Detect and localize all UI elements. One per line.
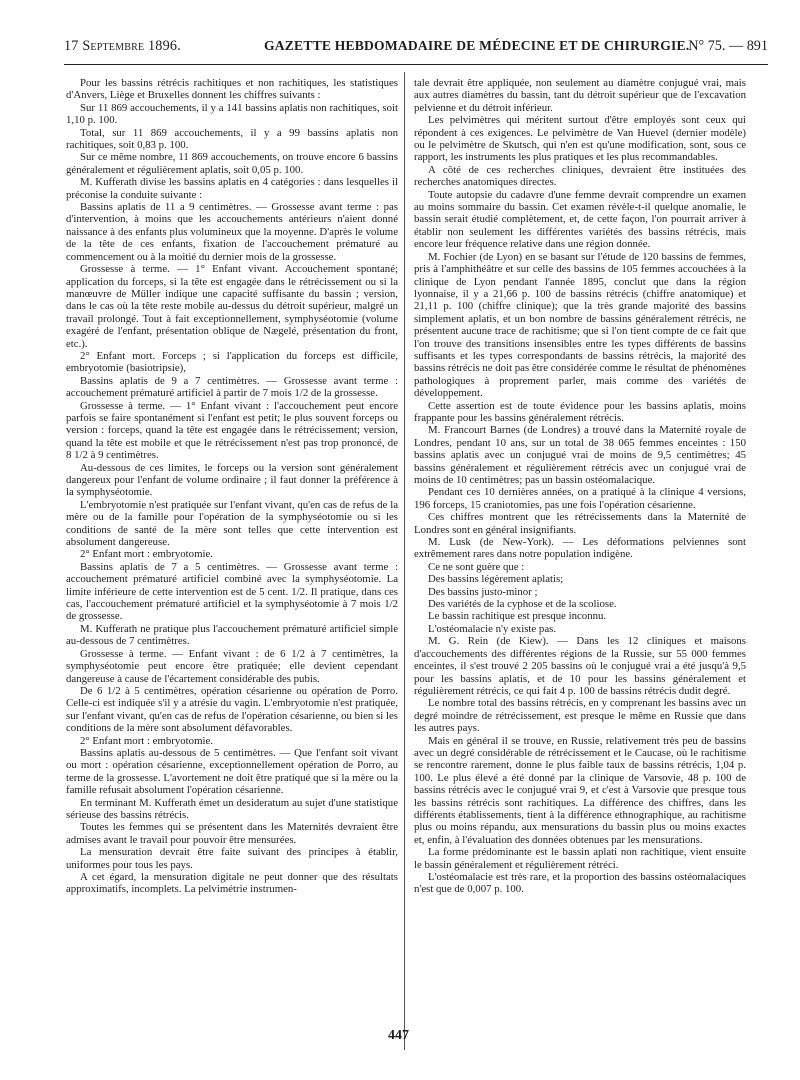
- paragraph: Bassins aplatis de 9 a 7 centimètres. — Grossesse avant terme : accouchement prématuré artificiel à partir de 7 mois 1/2 de la grossesse.: [66, 374, 398, 400]
- page-number: 447: [388, 1028, 409, 1043]
- issue-number: N° 75. — 891: [688, 38, 768, 54]
- paragraph: Toute autopsie du cadavre d'une femme devrait comprendre un examen au moins sommaire du bassin. Cet examen révèle-t-il quelque anomalie, le bassin serait étudié complètement, et, de cette façon, l'on pourrait arriver à établir non seulement les différentes variétés des bassins rétrécis, mais encore leur fréquence relative dans une région donnée.: [414, 188, 746, 251]
- paragraph: A côté de ces recherches cliniques, devraient être instituées des recherches anatomiques directes.: [414, 163, 746, 189]
- paragraph: L'embryotomie n'est pratiquée sur l'enfant vivant, qu'en cas de refus de la mère ou de la famille pour l'opération de la symphyséotomie ou si les conditions de santé de la mère sont telles que cette intervention est absolument dangereuse.: [66, 498, 398, 549]
- list-item: Des bassins légèrement aplatis;: [428, 573, 564, 586]
- paragraph: M. Lusk (de New-York). — Les déformations pelviennes sont extrêmement rares dans notre population indigène.: [414, 536, 746, 561]
- paragraph: Le nombre total des bassins rétrécis, en y comprenant les bassins avec un degré moindre de rétrécissement, est presque le même en Russie que dans les autres pays.: [414, 697, 746, 735]
- paragraph: Pendant ces 10 dernières années, on a pratiqué à la clinique 4 versions, 196 forceps, 15 craniotomies, pas une fois l'opération césarienne.: [414, 486, 746, 511]
- header-date: 17 Septembre 1896.: [64, 38, 181, 54]
- paragraph: La mensuration devrait être faite suivant des principes à établir, uniformes pour tous les pays.: [66, 846, 398, 871]
- right-column: [414, 77, 746, 896]
- journal-title: GAZETTE HEBDOMADAIRE DE MÉDECINE ET DE CHIRURGIE.: [264, 38, 690, 53]
- paragraph: 2° Enfant mort : embryotomie.: [80, 548, 213, 561]
- paragraph: Grossesse à terme. — 1° Enfant vivant. Accouchement spontané; application du forceps, si la tête est engagée dans le rétrécissement ou si la manœuvre de Müller indique une capacité suffisante du bassin ; version, dans le cas où la tête reste mobile au-dessus du détroit supérieur, malgré un travail prolongé. Tout à fait exceptionnellement, symphyséotomie (volume exagéré de l'enfant, présentation oblique de Nægelé, présentation du front, etc.).: [66, 263, 398, 350]
- list-item: Des bassins justo-minor ;: [428, 585, 538, 598]
- paragraph: Sur 11 869 accouchements, il y a 141 bassins aplatis non rachitiques, soit 1,10 p. 100.: [66, 101, 398, 127]
- paragraph: Toutes les femmes qui se présentent dans les Maternités devraient être admises avant le travail pour pouvoir être mensurées.: [66, 821, 398, 846]
- paragraph: Sur ce même nombre, 11 869 accouchements, on trouve encore 6 bassins généralement et régulièrement aplatis, soit 0,05 p. 100.: [66, 151, 398, 176]
- header-rule: [64, 64, 768, 65]
- paragraph: Pour les bassins rétrécis rachitiques et non rachitiques, les statistiques d'Anvers, Liège et Bruxelles donnent les chiffres suivants :: [66, 77, 398, 102]
- paragraph: 2° Enfant mort. Forceps ; si l'application du forceps est difficile, embryotomie (basiotripsie),: [66, 349, 398, 375]
- paragraph: Grossesse à terme. — Enfant vivant : de 6 1/2 à 7 centimètres, la symphyséotomie peut encore être pratiquée; elle devient cependant dangereuse à cause de l'écartement considérable des pubis.: [66, 647, 398, 685]
- left-column: [66, 77, 398, 896]
- paragraph: 2° Enfant mort : embryotomie.: [80, 734, 213, 747]
- paragraph: L'ostéomalacie est très rare, et la proportion des bassins ostéomalaciques n'est que de 0,007 p. 100.: [414, 871, 746, 896]
- list-item: L'ostéomalacie n'y existe pas.: [428, 622, 557, 635]
- paragraph: M. Kufferath ne pratique plus l'accouchement prématuré artificiel simple au-dessous de 7 centimètres.: [66, 622, 398, 648]
- paragraph: Mais en général il se trouve, en Russie, relativement très peu de bassins avec un degré considérable de rétrécissement et le Caucase, où le rachitisme se rencontre rarement, donne le plus faible taux de bassins rétrécis, 1,04 p. 100. Le plus élevé a été donné par la clinique de Varsovie, 48 p. 100 de bassins rétrécis avec le conjugué vrai 9, et c'est à Varsovie que presque tous les bassins rétrécis sont rachitiques. La différence des chiffres, dans les différents établissements, tient à la différence ethnographique, au rachitisme plus ou moins répandu, aux mensurations du bassin plus ou moins exactes et, enfin, à l'évaluation des données obtenues par les mensurations.: [414, 734, 746, 846]
- paragraph: Grossesse à terme. — 1° Enfant vivant : l'accouchement peut encore parfois se faire spontanément si l'enfant est petit; le plus souvent forceps ou version : forceps, quand la tête est engagée dans le rétrécissement; version, quand la tête est mobile et que le rétrécissement n'est pas trop prononcé, de 8 1/2 à 9 centimètres.: [66, 399, 398, 462]
- paragraph: En terminant M. Kufferath émet un desideratum au sujet d'une statistique sérieuse des bassins rétrécis.: [66, 796, 398, 821]
- paragraph: De 6 1/2 à 5 centimètres, opération césarienne ou opération de Porro. Celle-ci est indiquée s'il y a atrésie du vagin. L'embryotomie n'est pratiquée, sur l'enfant vivant, qu'en cas de refus de l'opération césarienne, ou bien si les conditions de la mère sont absolument défavorables.: [66, 684, 398, 735]
- list-item: Des variétés de la cyphose et de la scoliose.: [428, 598, 617, 611]
- paragraph: M. Fochier (de Lyon) en se basant sur l'étude de 120 bassins de femmes, pris à l'amphithéâtre et sur celle des bassins de 105 femmes accouchées à la clinique de Lyon pendant l'année 1895, conclut que dans la région lyonnaise, il y a 21,66 p. 100 de bassins rétrécis (chiffre anatomique) et 21,11 p. 100 (chiffre clinique); que la très grande majorité des bassins simplement aplatis, et un bon nombre de bassins généralement rétrécis, ne présentent aucune trace de rachitisme; que si l'on tient compte de ce fait que l'on trouve des transitions insensibles entre les types différents de bassins suffisants et les types correspondants de bassins rétrécis, la majorité des bassins rétrécis ne doit pas être considérée comme le résultat de phénomènes pathologiques à proprement parler, mais comme des variétés de développement.: [414, 250, 746, 400]
- paragraph: M. Francourt Barnes (de Londres) a trouvé dans la Maternité royale de Londres, pendant 10 ans, sur un total de 38 065 femmes enceintes : 150 bassins aplatis avec un conjugué vrai de moins de 9,5 centimètres; 45 bassins généralement et régulièrement rétrécis avec un conjugué vrai de moins de 10 centimètres; pas un bassin ostéomalacique.: [414, 424, 746, 486]
- paragraph: A cet égard, la mensuration digitale ne peut donner que des résultats approximatifs, incomplets. La pelvimétrie instrumen-: [66, 871, 398, 896]
- column-divider: [404, 72, 405, 1050]
- paragraph: M. G. Rein (de Kiew). — Dans les 12 cliniques et maisons d'accouchements des différentes régions de la Russie, sur 55 000 femmes enceintes, il s'est trouvé 2 205 bassins où le conjugué vrai a été jusqu'à 9,5 pour les bassins aplatis, et de 10 pour les bassins généralement et régulièrement rétrécis, ce qui fait 4 p. 100 de bassins rétrécis dudit degré.: [414, 635, 746, 697]
- paragraph: Bassins aplatis au-dessous de 5 centimètres. — Que l'enfant soit vivant ou mort : opération césarienne, exceptionnellement opération de Porro, au terme de la grossesse. L'avortement ne doit être pratiqué que si la mère ou la famille refusait absolument l'opération césarienne.: [66, 746, 398, 797]
- list-item: Le bassin rachitique est presque inconnu.: [428, 610, 607, 623]
- paragraph: Les pelvimètres qui méritent surtout d'être employés sont ceux qui répondent à ces exigences. Le pelvimètre de Van Huevel (dernier modèle) ou le pelvimètre de Skutsch, qui n'en est qu'une modification, sont, sous ce rapport, les instruments les plus pratiques et les plus recommandables.: [414, 114, 746, 164]
- paragraph: Au-dessous de ces limites, le forceps ou la version sont généralement dangereux pour l'enfant de volume ordinaire ; il faut donner la préférence à la symphyséotomie.: [66, 461, 398, 499]
- paragraph: Ces chiffres montrent que les rétrécissements dans la Maternité de Londres sont en général insignifiants.: [414, 511, 746, 536]
- paragraph: La forme prédominante est le bassin aplati non rachitique, vient ensuite le bassin généralement et régulièrement rétréci.: [414, 846, 746, 871]
- paragraph: tale devrait être appliquée, non seulement au diamètre conjugué vrai, mais aux autres diamètres du bassin, tant du détroit supérieur que de l'excavation pelvienne et du détroit inférieur.: [414, 77, 746, 114]
- list-item: Ce ne sont guère que :: [428, 560, 525, 573]
- paragraph: Cette assertion est de toute évidence pour les bassins aplatis, moins frappante pour les bassins généralement rétrécis.: [414, 399, 746, 424]
- paragraph: Bassins aplatis de 7 a 5 centimètres. — Grossesse avant terme : accouchement prématuré artificiel combiné avec la symphyséotomie. La limite inférieure de cette intervention est de 5 cent. 1/2. Il pratique, dans ces cas, l'accouchement prématuré artificiel et la symphyséotomie à 7 mois 1/2 de grossesse.: [66, 560, 398, 623]
- running-header: [64, 38, 768, 60]
- paragraph: Total, sur 11 869 accouchements, il y a 99 bassins aplatis non rachitiques, soit 0,83 p. 100.: [66, 126, 398, 152]
- paragraph: M. Kufferath divise les bassins aplatis en 4 catégories : dans lesquelles il préconise la conduite suivante :: [66, 176, 398, 201]
- paragraph: Bassins aplatis de 11 a 9 centimètres. — Grossesse avant terme : pas d'intervention, à moins que les accouchements antérieurs n'aient donné naissance à des enfants plus volumineux que la moyenne. D'après le volume de la tête de ces enfants, fixation de l'accouchement prématuré au commencement ou à la moitié du dernier mois de la grossesse.: [66, 201, 398, 263]
